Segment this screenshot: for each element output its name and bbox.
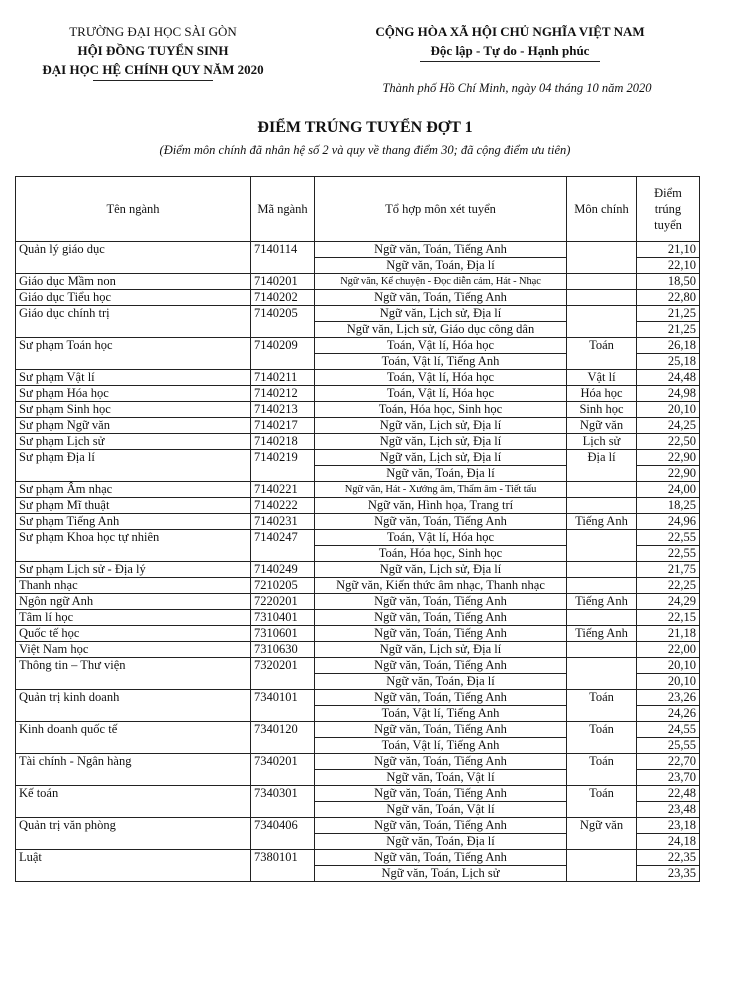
subject-combo: Ngữ văn, Toán, Vật lí bbox=[315, 802, 567, 818]
program-code: 7310630 bbox=[251, 642, 315, 658]
admission-score: 20,10 bbox=[637, 402, 700, 418]
subject-combo: Ngữ văn, Toán, Tiếng Anh bbox=[315, 786, 567, 802]
program-code: 7140201 bbox=[251, 274, 315, 290]
admission-score: 21,10 bbox=[637, 242, 700, 258]
program-name: Sư phạm Toán học bbox=[16, 338, 251, 370]
document-title: ĐIỂM TRÚNG TUYỂN ĐỢT 1 bbox=[257, 119, 473, 136]
document-subtitle: (Điểm môn chính đã nhân hệ số 2 và quy về thang điểm 30; đã cộng điểm ưu tiên) bbox=[159, 143, 571, 157]
admission-score: 22,10 bbox=[637, 258, 700, 274]
admission-score: 21,25 bbox=[637, 306, 700, 322]
admission-score: 22,90 bbox=[637, 450, 700, 466]
main-subject: Toán bbox=[567, 338, 637, 370]
table-row bbox=[16, 402, 700, 418]
subject-combo: Ngữ văn, Toán, Địa lí bbox=[315, 834, 567, 850]
subject-combo: Ngữ văn, Toán, Địa lí bbox=[315, 466, 567, 482]
program-name: Sư phạm Mĩ thuật bbox=[16, 498, 251, 514]
admission-score: 25,55 bbox=[637, 738, 700, 754]
main-subject bbox=[567, 498, 637, 514]
admission-score: 23,48 bbox=[637, 802, 700, 818]
program-name: Giáo dục Tiểu học bbox=[16, 290, 251, 306]
program-name: Thanh nhạc bbox=[16, 578, 251, 594]
subject-combo: Ngữ văn, Lịch sử, Giáo dục công dân bbox=[315, 322, 567, 338]
program-name: Việt Nam học bbox=[16, 642, 251, 658]
council-name: HỘI ĐỒNG TUYỂN SINH bbox=[77, 43, 229, 58]
subject-combo: Ngữ văn, Toán, Vật lí bbox=[315, 770, 567, 786]
program-name: Quản trị văn phòng bbox=[16, 818, 251, 850]
main-subject: Địa lí bbox=[567, 450, 637, 482]
table-row bbox=[16, 482, 700, 498]
main-subject: Tiếng Anh bbox=[567, 626, 637, 642]
program-name: Kinh doanh quốc tế bbox=[16, 722, 251, 754]
program-code: 7340406 bbox=[251, 818, 315, 850]
program-code: 7140217 bbox=[251, 418, 315, 434]
admission-score: 23,26 bbox=[637, 690, 700, 706]
subject-combo: Ngữ văn, Lịch sử, Địa lí bbox=[315, 418, 567, 434]
program-name: Kế toán bbox=[16, 786, 251, 818]
subject-combo: Toán, Vật lí, Tiếng Anh bbox=[315, 738, 567, 754]
subject-combo: Ngữ văn, Toán, Lịch sử bbox=[315, 866, 567, 882]
program-code: 7220201 bbox=[251, 594, 315, 610]
program-code: 7140209 bbox=[251, 338, 315, 370]
program-name: Tài chính - Ngân hàng bbox=[16, 754, 251, 786]
admission-score: 22,90 bbox=[637, 466, 700, 482]
col-code-header: Mã ngành bbox=[251, 177, 315, 242]
admission-score: 21,25 bbox=[637, 322, 700, 338]
program-code: 7140202 bbox=[251, 290, 315, 306]
program-code: 7310401 bbox=[251, 610, 315, 626]
header-left bbox=[28, 22, 278, 81]
score-header-line2: trúng bbox=[654, 202, 682, 216]
admission-score: 18,50 bbox=[637, 274, 700, 290]
main-subject: Tiếng Anh bbox=[567, 594, 637, 610]
main-subject: Ngữ văn bbox=[567, 418, 637, 434]
table-row bbox=[16, 418, 700, 434]
table-row bbox=[16, 722, 700, 738]
admission-score: 21,75 bbox=[637, 562, 700, 578]
admission-score: 18,25 bbox=[637, 498, 700, 514]
subject-combo: Toán, Vật lí, Hóa học bbox=[315, 530, 567, 546]
table-row bbox=[16, 338, 700, 354]
program-name: Tâm lí học bbox=[16, 610, 251, 626]
admission-score: 22,80 bbox=[637, 290, 700, 306]
admission-score: 22,00 bbox=[637, 642, 700, 658]
table-row bbox=[16, 850, 700, 866]
subject-combo: Ngữ văn, Toán, Tiếng Anh bbox=[315, 594, 567, 610]
subject-combo: Ngữ văn, Kể chuyện - Đọc diễn cảm, Hát - Nhạc bbox=[315, 274, 567, 290]
table-row bbox=[16, 498, 700, 514]
table-row bbox=[16, 786, 700, 802]
program-name: Sư phạm Vật lí bbox=[16, 370, 251, 386]
subject-combo: Ngữ văn, Hình họa, Trang trí bbox=[315, 498, 567, 514]
table-row bbox=[16, 386, 700, 402]
admission-score: 24,29 bbox=[637, 594, 700, 610]
admission-score: 22,35 bbox=[637, 850, 700, 866]
program-code: 7140221 bbox=[251, 482, 315, 498]
program-name: Thông tin – Thư viện bbox=[16, 658, 251, 690]
table-row bbox=[16, 594, 700, 610]
table-row bbox=[16, 562, 700, 578]
admission-score: 22,70 bbox=[637, 754, 700, 770]
admission-score: 23,35 bbox=[637, 866, 700, 882]
main-subject bbox=[567, 290, 637, 306]
main-subject: Toán bbox=[567, 754, 637, 786]
subject-combo: Toán, Vật lí, Tiếng Anh bbox=[315, 706, 567, 722]
program-code: 7340120 bbox=[251, 722, 315, 754]
program-code: 7140222 bbox=[251, 498, 315, 514]
table-row bbox=[16, 642, 700, 658]
subject-combo: Ngữ văn, Lịch sử, Địa lí bbox=[315, 434, 567, 450]
program-name: Sư phạm Địa lí bbox=[16, 450, 251, 482]
program-code: 7140205 bbox=[251, 306, 315, 338]
subject-combo: Ngữ văn, Lịch sử, Địa lí bbox=[315, 306, 567, 322]
program-name: Sư phạm Hóa học bbox=[16, 386, 251, 402]
score-header-line3: tuyển bbox=[654, 218, 682, 232]
program-name: Giáo dục chính trị bbox=[16, 306, 251, 338]
admission-score: 24,98 bbox=[637, 386, 700, 402]
subject-combo: Toán, Vật lí, Hóa học bbox=[315, 370, 567, 386]
program-name: Quốc tế học bbox=[16, 626, 251, 642]
admission-score: 23,18 bbox=[637, 818, 700, 834]
program-code: 7140218 bbox=[251, 434, 315, 450]
table-row bbox=[16, 450, 700, 466]
date-line: Thành phố Hồ Chí Minh, ngày 04 tháng 10 năm 2020 bbox=[382, 81, 652, 95]
program-name: Giáo dục Mầm non bbox=[16, 274, 251, 290]
subject-combo: Ngữ văn, Lịch sử, Địa lí bbox=[315, 450, 567, 466]
program-code: 7140211 bbox=[251, 370, 315, 386]
table-row bbox=[16, 514, 700, 530]
program-code: 7340201 bbox=[251, 754, 315, 786]
subject-combo: Toán, Vật lí, Hóa học bbox=[315, 338, 567, 354]
admission-score: 21,18 bbox=[637, 626, 700, 642]
table-row bbox=[16, 578, 700, 594]
program-code: 7140219 bbox=[251, 450, 315, 482]
program-code: 7380101 bbox=[251, 850, 315, 882]
col-name-header: Tên ngành bbox=[16, 177, 251, 242]
header-left-rule bbox=[93, 80, 213, 81]
main-subject: Lịch sử bbox=[567, 434, 637, 450]
subject-combo: Toán, Hóa học, Sinh học bbox=[315, 546, 567, 562]
subject-combo: Ngữ văn, Toán, Tiếng Anh bbox=[315, 690, 567, 706]
main-subject: Toán bbox=[567, 786, 637, 818]
program-code: 7320201 bbox=[251, 658, 315, 690]
table-body bbox=[16, 242, 700, 882]
program-code: 7140247 bbox=[251, 530, 315, 562]
subject-combo: Ngữ văn, Toán, Tiếng Anh bbox=[315, 290, 567, 306]
table-row bbox=[16, 370, 700, 386]
subject-combo: Ngữ văn, Kiến thức âm nhạc, Thanh nhạc bbox=[315, 578, 567, 594]
program-name: Luật bbox=[16, 850, 251, 882]
main-subject bbox=[567, 482, 637, 498]
national-title: CỘNG HÒA XÃ HỘI CHỦ NGHĨA VIỆT NAM bbox=[375, 24, 645, 39]
main-subject bbox=[567, 274, 637, 290]
main-subject: Ngữ văn bbox=[567, 818, 637, 850]
main-subject: Toán bbox=[567, 690, 637, 722]
program-year: ĐẠI HỌC HỆ CHÍNH QUY NĂM 2020 bbox=[42, 62, 264, 77]
admission-score: 24,55 bbox=[637, 722, 700, 738]
table-row bbox=[16, 274, 700, 290]
admission-score: 24,18 bbox=[637, 834, 700, 850]
table-row bbox=[16, 242, 700, 258]
national-motto: Độc lập - Tự do - Hạnh phúc bbox=[430, 43, 590, 58]
program-name: Sư phạm Lịch sử bbox=[16, 434, 251, 450]
col-score-header bbox=[637, 177, 700, 242]
table-row bbox=[16, 754, 700, 770]
program-name: Ngôn ngữ Anh bbox=[16, 594, 251, 610]
admission-score: 24,48 bbox=[637, 370, 700, 386]
program-code: 7310601 bbox=[251, 626, 315, 642]
admission-score: 24,26 bbox=[637, 706, 700, 722]
table-row bbox=[16, 690, 700, 706]
admission-score: 22,25 bbox=[637, 578, 700, 594]
table-row bbox=[16, 818, 700, 834]
subject-combo: Ngữ văn, Lịch sử, Địa lí bbox=[315, 642, 567, 658]
program-name: Sư phạm Lịch sử - Địa lý bbox=[16, 562, 251, 578]
program-name: Quản lý giáo dục bbox=[16, 242, 251, 274]
subject-combo: Ngữ văn, Toán, Tiếng Anh bbox=[315, 722, 567, 738]
admission-score: 22,50 bbox=[637, 434, 700, 450]
table-row bbox=[16, 658, 700, 674]
admission-score: 25,18 bbox=[637, 354, 700, 370]
main-subject: Tiếng Anh bbox=[567, 514, 637, 530]
header-right bbox=[340, 22, 680, 62]
subject-combo: Ngữ văn, Toán, Tiếng Anh bbox=[315, 754, 567, 770]
subject-combo: Toán, Vật lí, Hóa học bbox=[315, 386, 567, 402]
table-row bbox=[16, 610, 700, 626]
subject-combo: Ngữ văn, Toán, Tiếng Anh bbox=[315, 514, 567, 530]
admission-score: 20,10 bbox=[637, 658, 700, 674]
subject-combo: Ngữ văn, Toán, Tiếng Anh bbox=[315, 626, 567, 642]
subject-combo: Ngữ văn, Toán, Tiếng Anh bbox=[315, 850, 567, 866]
admission-score: 22,15 bbox=[637, 610, 700, 626]
subject-combo: Ngữ văn, Toán, Tiếng Anh bbox=[315, 818, 567, 834]
main-subject: Hóa học bbox=[567, 386, 637, 402]
program-code: 7140213 bbox=[251, 402, 315, 418]
program-name: Sư phạm Khoa học tự nhiên bbox=[16, 530, 251, 562]
program-name: Sư phạm Sinh học bbox=[16, 402, 251, 418]
program-name: Sư phạm Tiếng Anh bbox=[16, 514, 251, 530]
table-row bbox=[16, 434, 700, 450]
table-row bbox=[16, 306, 700, 322]
main-subject bbox=[567, 306, 637, 338]
subject-combo: Toán, Vật lí, Tiếng Anh bbox=[315, 354, 567, 370]
header-right-rule bbox=[420, 61, 600, 62]
program-code: 7340301 bbox=[251, 786, 315, 818]
admission-score: 22,55 bbox=[637, 530, 700, 546]
main-subject: Vật lí bbox=[567, 370, 637, 386]
subject-combo: Ngữ văn, Toán, Tiếng Anh bbox=[315, 610, 567, 626]
program-code: 7140114 bbox=[251, 242, 315, 274]
admission-score: 22,55 bbox=[637, 546, 700, 562]
main-subject bbox=[567, 530, 637, 562]
table-row bbox=[16, 530, 700, 546]
subject-combo: Ngữ văn, Toán, Tiếng Anh bbox=[315, 658, 567, 674]
admission-score: 24,25 bbox=[637, 418, 700, 434]
main-subject bbox=[567, 242, 637, 274]
subject-combo: Ngữ văn, Toán, Tiếng Anh bbox=[315, 242, 567, 258]
subject-combo: Ngữ văn, Toán, Địa lí bbox=[315, 258, 567, 274]
main-subject: Toán bbox=[567, 722, 637, 754]
program-code: 7140212 bbox=[251, 386, 315, 402]
table-header-row bbox=[16, 177, 700, 242]
main-subject bbox=[567, 610, 637, 626]
main-subject bbox=[567, 642, 637, 658]
admission-score: 23,70 bbox=[637, 770, 700, 786]
col-combo-header: Tổ hợp môn xét tuyển bbox=[315, 177, 567, 242]
program-code: 7140231 bbox=[251, 514, 315, 530]
main-subject bbox=[567, 658, 637, 690]
main-subject bbox=[567, 562, 637, 578]
col-major-header: Môn chính bbox=[567, 177, 637, 242]
admission-score: 24,00 bbox=[637, 482, 700, 498]
program-name: Quản trị kinh doanh bbox=[16, 690, 251, 722]
admission-score: 20,10 bbox=[637, 674, 700, 690]
admission-score: 24,96 bbox=[637, 514, 700, 530]
program-name: Sư phạm Ngữ văn bbox=[16, 418, 251, 434]
scores-table bbox=[15, 176, 700, 882]
score-header-line1: Điểm bbox=[654, 186, 682, 200]
table-row bbox=[16, 626, 700, 642]
admission-score: 22,48 bbox=[637, 786, 700, 802]
program-code: 7210205 bbox=[251, 578, 315, 594]
admission-score: 26,18 bbox=[637, 338, 700, 354]
main-subject: Sinh học bbox=[567, 402, 637, 418]
main-subject bbox=[567, 578, 637, 594]
subject-combo: Ngữ văn, Lịch sử, Địa lí bbox=[315, 562, 567, 578]
university-name: TRƯỜNG ĐẠI HỌC SÀI GÒN bbox=[69, 24, 237, 39]
subject-combo: Toán, Hóa học, Sinh học bbox=[315, 402, 567, 418]
program-code: 7340101 bbox=[251, 690, 315, 722]
main-subject bbox=[567, 850, 637, 882]
program-name: Sư phạm Âm nhạc bbox=[16, 482, 251, 498]
program-code: 7140249 bbox=[251, 562, 315, 578]
subject-combo: Ngữ văn, Toán, Địa lí bbox=[315, 674, 567, 690]
table-row bbox=[16, 290, 700, 306]
subject-combo: Ngữ văn, Hát - Xướng âm, Thẩm âm - Tiết tấu bbox=[315, 482, 567, 498]
